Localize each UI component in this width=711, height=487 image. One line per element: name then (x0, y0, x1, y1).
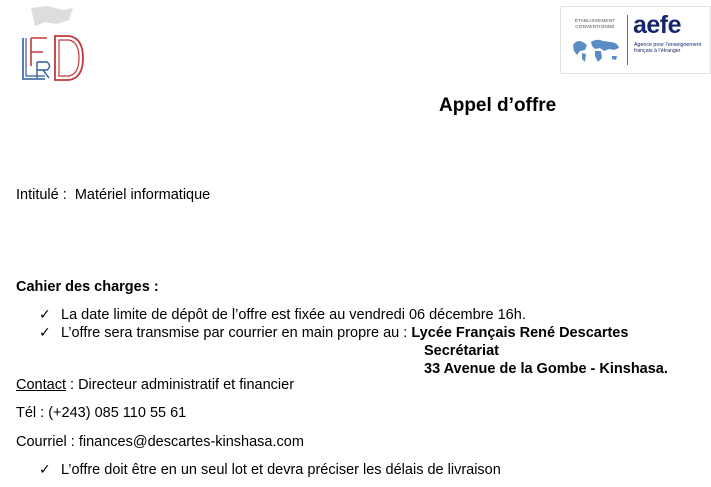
aefe-tagline: Agence pour l’enseignement français à l’étranger (634, 42, 702, 55)
contact-label: Contact (16, 377, 66, 393)
etablissement-conventionne-label: ÉTABLISSEMENT CONVENTIONNÉ (574, 18, 616, 29)
lfrd-logo (17, 6, 90, 84)
world-map-icon (571, 37, 621, 65)
bullet-single-lot: L’offre doit être en un seul lot et devra préciser les délais de livraison (61, 462, 501, 478)
address-line-1: Lycée Français René Descartes (411, 325, 629, 341)
tel-line: Tél : (+243) 085 110 55 61 (16, 405, 187, 421)
contact-line (16, 377, 294, 393)
check-icon: ✓ (39, 306, 51, 322)
bullet-deadline: La date limite de dépôt de l’offre est fixée au vendredi 06 décembre 16h. (61, 307, 526, 323)
bullet-delivery (61, 325, 628, 341)
aefe-logo (560, 6, 711, 74)
logo-letter-d-inner (59, 40, 79, 76)
intitule-label: Intitulé : (16, 187, 67, 203)
check-icon: ✓ (39, 324, 51, 340)
courriel-line: Courriel : finances@descartes-kinshasa.com (16, 434, 304, 450)
address-line-3: 33 Avenue de la Gombe - Kinshasa. (424, 361, 668, 377)
document-title: Appel d’offre (439, 95, 557, 116)
logo-emblem-shape (31, 6, 73, 26)
aefe-brand-text: aefe (633, 11, 682, 39)
bullet-delivery-prefix: L’offre sera transmise par courrier en main propre au : (61, 325, 408, 341)
contact-value: : Directeur administratif et financier (70, 377, 295, 393)
address-line-2: Secrétariat (424, 343, 499, 359)
logo-separator (627, 15, 628, 65)
cahier-heading: Cahier des charges : (16, 279, 159, 295)
intitule-value: Matériel informatique (74, 187, 211, 203)
intitule-line (16, 187, 210, 203)
lfrd-logo-graphic (17, 6, 90, 84)
check-icon: ✓ (39, 461, 51, 477)
